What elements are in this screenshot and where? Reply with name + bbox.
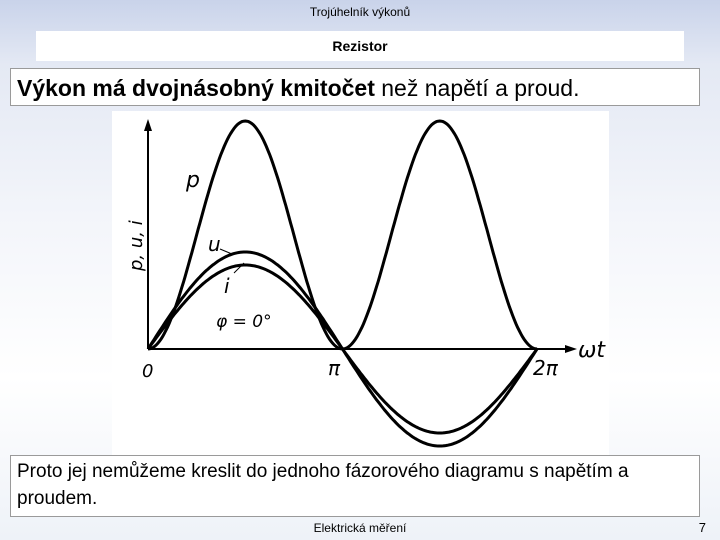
headline-normal: než napětí a proud. bbox=[374, 75, 580, 101]
pi-label: π bbox=[328, 356, 341, 380]
two-pi-label: 2π bbox=[533, 356, 558, 380]
origin-label: 0 bbox=[142, 361, 154, 382]
phase-label: φ = 0° bbox=[216, 312, 272, 332]
u-leader bbox=[220, 249, 232, 254]
waveform-figure bbox=[112, 111, 609, 460]
waveform-diagram bbox=[112, 111, 609, 460]
x-axis-arrow bbox=[565, 345, 577, 353]
headline bbox=[10, 68, 700, 106]
curve-p-label: p bbox=[186, 168, 200, 193]
subtitle: Rezistor bbox=[36, 31, 684, 61]
y-axis-arrow bbox=[144, 119, 152, 131]
x-axis-label: ωt bbox=[578, 338, 606, 363]
footer-text: Elektrická měření bbox=[313, 521, 407, 535]
slide-title: Trojúhelník výkonů bbox=[309, 5, 411, 19]
y-axis-label: p, u, i bbox=[126, 220, 147, 271]
curve-u-label: u bbox=[208, 232, 221, 256]
curve-p bbox=[148, 121, 537, 349]
page-number: 7 bbox=[698, 520, 706, 535]
body-text: Proto jej nemůžeme kreslit do jednoho fázorového diagramu s napětím a proudem. bbox=[10, 455, 700, 517]
curve-i-label: i bbox=[224, 274, 230, 298]
headline-bold: Výkon má dvojnásobný kmitočet bbox=[17, 75, 375, 101]
